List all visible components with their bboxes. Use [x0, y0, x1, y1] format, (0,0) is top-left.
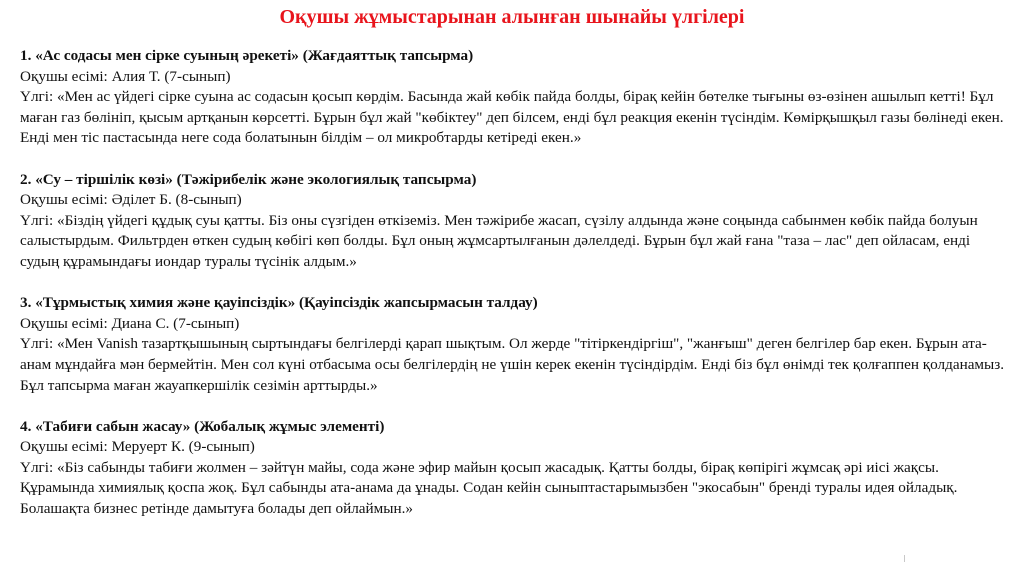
section-heading: 2. «Су – тіршілік көзі» (Тәжірибелік және экологиялық тапсырма) [20, 170, 477, 188]
sample-section-2 [20, 170, 1010, 273]
sample-text: Үлгі: «Біз сабынды табиғи жолмен – зәйтүн майы, сода және эфир майын қосып жасадық. Қатты болды, бірақ көпірігі жұмсақ әрі иісі жақсы. Құрамында химиялық қоспа жоқ. Бұл сабынды ата-анама да ұнады. Содан кейін сыныптастарымызбен "экосабын" бренді туралы идея ойладық. Болашақта бизнес ретінде дамытуға болады деп ойлаймын.» [20, 458, 958, 518]
student-name: Оқушы есімі: Диана С. (7-сынып) [20, 314, 240, 332]
sample-text: Үлгі: «Мен ас үйдегі сірке суына ас содасын қосып көрдім. Басында жай көбік пайда болды, бірақ кейін бөтелке тығыны өз-өзінен ашылып кетті! Бұл маған газ бөлініп, қысым артқанын көрсетті. Бұрын бұл жай "көбіктеу" деп білсем, енді бұл реакция екенін түсіндім. Көмірқышқыл газы бөлінеді екен. Енді мен тіс пастасында неге сода болатынын білдім – ол микробтарды кетіреді екен.» [20, 88, 1004, 147]
samples-content [20, 46, 1010, 520]
student-name: Оқушы есімі: Меруерт К. (9-сынып) [20, 438, 255, 456]
sample-text: Үлгі: «Біздің үйдегі құдық суы қатты. Біз оны сүзгіден өткіземіз. Мен тәжірибе жасап, сүзілу алдында және соңында сабынмен көбік пайда болуын салыстырдым. Фильтрден өткен судың көбігі көп болды. Бұл оның жұмсартылғанын дәлелдеді. Бұрын бұл жай ғана "таза – лас" деп ойласам, енді судың құрамындағы иондар туралы түсінік алдым.» [20, 211, 978, 270]
section-heading: 3. «Тұрмыстық химия және қауіпсіздік» (Қауіпсіздік жапсырмасын талдау) [20, 294, 538, 312]
student-name: Оқушы есімі: Алия Т. (7-сынып) [20, 67, 231, 85]
sample-text: Үлгі: «Мен Vanish тазартқышының сыртындағы белгілерді қарап шықтым. Ол жерде "тітіркендіргіш", "жанғыш" деген белгілер бар екен. Бұрын ата-анам мұндайға мән бермейтін. Мен сол күні отбасыма осы белгілердің не үшін керек екенін түсіндірдім. Енді біз бұл өнімді тек қолғаппен қолданамыз. Бұл тапсырма маған жауапкершілік сезімін арттырды.» [20, 335, 1005, 394]
section-heading: 1. «Ас содасы мен сірке суының әрекеті» (Жағдаяттық тапсырма) [20, 47, 474, 64]
sample-section-4 [20, 417, 1010, 520]
slide-title: Оқушы жұмыстарынан алынған шынайы үлгілері [279, 6, 745, 28]
sample-section-1 [20, 46, 1010, 149]
section-heading: 4. «Табиғи сабын жасау» (Жобалық жұмыс элементі) [20, 417, 385, 435]
student-name: Оқушы есімі: Әділет Б. (8-сынып) [20, 191, 242, 209]
slide-footer-mark [904, 555, 905, 562]
sample-section-3 [20, 293, 1010, 396]
